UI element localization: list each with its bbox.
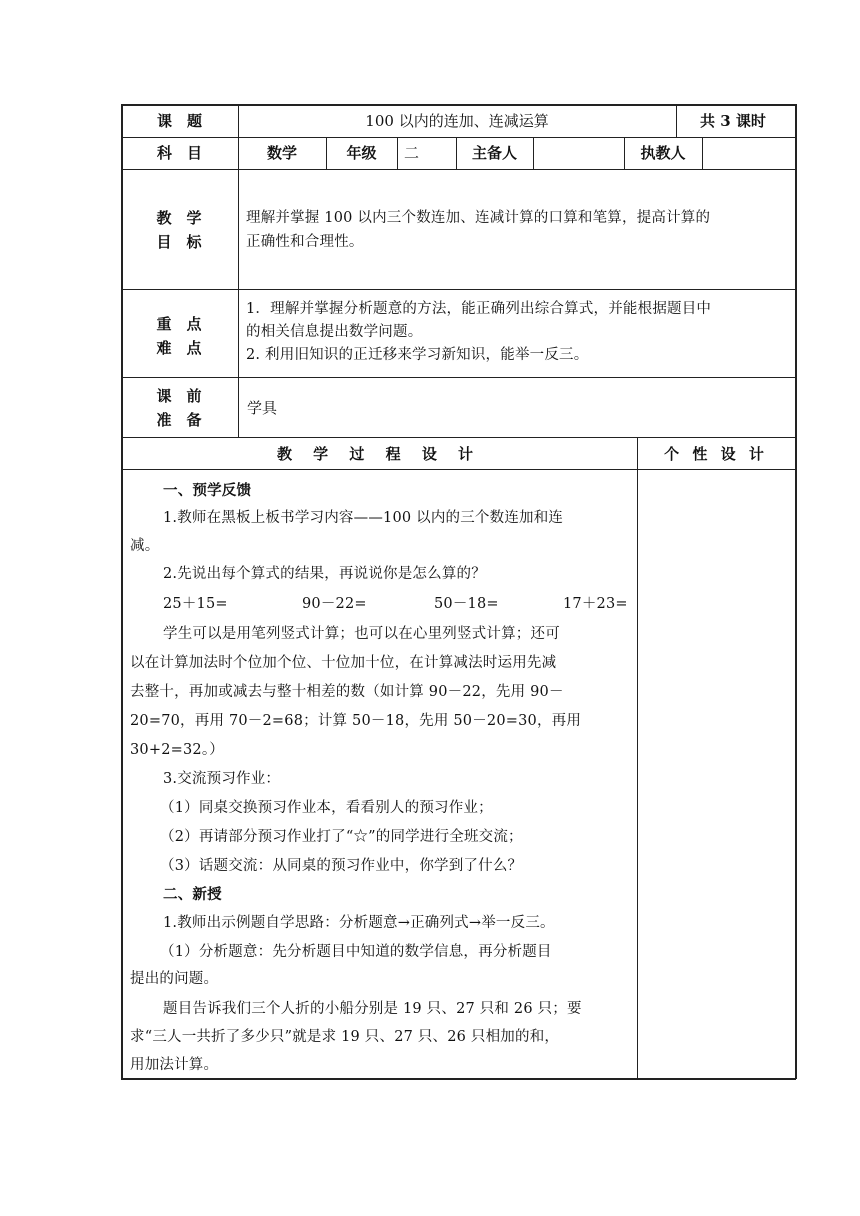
body-line: 2.先说出每个算式的结果，再说说你是怎么算的？ [163,566,486,582]
row-divider [121,137,796,138]
body-line: 去整十，再加或减去与整十相差的数（如计算 90－22，先用 90－ [130,684,564,700]
body-line: 题目告诉我们三个人折的小船分别是 19 只、27 只和 26 只；要 [163,1001,582,1017]
process-header-right: 个 性 设 计 [664,445,768,463]
goals-label [124,206,234,254]
table-border-bottom [121,1078,796,1080]
subject-value: 数学 [266,144,297,162]
body-line: （1）同桌交换预习作业本，看看别人的预习作业； [160,800,493,816]
row-divider [121,377,796,378]
body-line: 求“三人一共折了多少只”就是求 19 只、27 只、26 只相加的和， [130,1029,560,1045]
body-line: 以在计算加法时个位加个位、十位加十位，在计算减法时运用先减 [130,655,557,671]
key-point-line: 2. 利用旧知识的正迁移来学习新知识，能举一反三。 [246,347,589,363]
col-divider [533,137,534,169]
preparation-label-line2: 准 备 [156,411,202,429]
col-divider [676,104,677,137]
preparation-label [124,384,234,432]
body-line: 1.教师出示例题自学思路：分析题意→正确列式→举一反三。 [163,915,555,931]
body-line: 30+2=32。） [130,742,224,758]
key-points-label-line1: 重 点 [156,315,202,333]
body-line: （3）话题交流：从同桌的预习作业中，你学到了什么？ [160,858,523,874]
process-header-left: 教 学 过 程 设 计 [276,445,482,463]
teacher-label: 执教人 [640,144,686,162]
goals-text [246,206,791,254]
equation: 17＋23= [563,596,628,612]
table-border-right [795,104,797,1079]
col-divider [397,137,398,169]
body-line: （2）再请部分预习作业打了“☆”的同学进行全班交流； [160,829,523,845]
equation: 90－22= [302,596,367,612]
topic-value: 100 以内的连加、连减运算 [365,112,549,130]
grade-value: 二 [404,144,420,162]
key-points-label-line2: 难 点 [156,339,202,357]
preparation-value: 学具 [247,399,278,417]
row-divider [121,437,796,438]
body-line: 提出的问题。 [130,971,219,987]
table-border-left [121,104,123,1079]
body-line: 1.教师在黑板上板书学习内容——100 以内的三个数连加和连 [163,510,564,526]
body-line: 用加法计算。 [130,1057,219,1073]
equation: 25＋15= [163,596,228,612]
goals-label-line2: 目 标 [156,233,202,251]
section-title: 二、新授 [163,886,222,903]
key-point-line: 的相关信息提出数学问题。 [246,324,423,340]
key-point-line: 1．理解并掌握分析题意的方法，能正确列出综合算式，并能根据题目中 [246,301,712,317]
preparation-label-line1: 课 前 [156,387,202,405]
periods-value: 共 3 课时 [700,112,766,130]
body-line: 3.交流预习作业： [163,771,281,787]
topic-label: 课 题 [156,112,202,130]
table-border-top [121,104,796,106]
body-line: 20=70，再用 70－2=68；计算 50－18，先用 50－20=30，再用 [130,713,582,729]
preparer-label: 主备人 [471,144,517,162]
row-divider [121,289,796,290]
col-divider [637,437,638,1078]
goals-text-line2: 正确性和合理性。 [246,234,364,250]
row-divider [121,169,796,170]
equation: 50－18= [434,596,499,612]
section-title: 一、预学反馈 [163,482,252,499]
key-points-text [246,298,791,367]
key-points-label [124,312,234,360]
col-divider [702,137,703,169]
body-line: 学生可以是用笔列竖式计算；也可以在心里列竖式计算；还可 [163,626,560,642]
goals-text-line1: 理解并掌握 100 以内三个数连加、连减计算的口算和笔算，提高计算的 [246,210,711,226]
row-divider [121,469,796,470]
goals-label-line1: 教 学 [156,209,202,227]
subject-label: 科 目 [156,144,202,162]
body-line: （1）分析题意：先分析题目中知道的数学信息，再分析题目 [160,944,552,960]
body-line: 减。 [130,538,160,554]
grade-label: 年级 [346,144,377,162]
